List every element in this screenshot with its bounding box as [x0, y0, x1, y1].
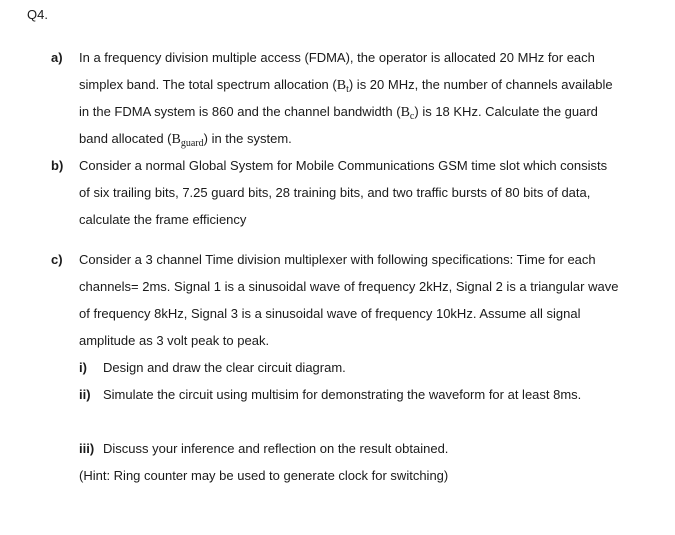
- part-a-label: a): [51, 50, 63, 65]
- part-c-iii-text: Discuss your inference and reflection on the result obtained.: [103, 441, 449, 456]
- part-b-line-1: Consider a normal Global System for Mobile Communications GSM time slot which consists: [79, 158, 608, 173]
- part-b-line-3: calculate the frame efficiency: [79, 212, 247, 227]
- part-c-line-3: of frequency 8kHz, Signal 3 is a sinusoidal wave of frequency 10kHz. Assume all signal: [79, 306, 581, 321]
- part-c-i-text: Design and draw the clear circuit diagram.: [103, 360, 346, 375]
- part-a-line-1: In a frequency division multiple access (FDMA), the operator is allocated 20 MHz for each: [79, 50, 595, 65]
- question-number: Q4.: [27, 7, 48, 22]
- part-a-line-2: simplex band. The total spectrum allocation $(B_t)$ is 20 MHz, the number of channels available: [79, 77, 613, 95]
- part-b-line-2: of six trailing bits, 7.25 guard bits, 28 training bits, and two traffic bursts of 80 bits of data,: [79, 185, 591, 200]
- part-a-line-3: in the FDMA system is 860 and the channel bandwidth $(B_c)$ is 18 KHz. Calculate the guard: [79, 104, 598, 122]
- part-c-ii-text: Simulate the circuit using multisim for demonstrating the waveform for at least 8ms.: [103, 387, 582, 402]
- part-c-iii-label: iii): [79, 441, 95, 456]
- part-c-line-1: Consider a 3 channel Time division multiplexer with following specifications: Time for each: [79, 252, 596, 267]
- part-c-line-4: amplitude as 3 volt peak to peak.: [79, 333, 270, 348]
- part-c-label: c): [51, 252, 63, 267]
- part-c-ii-label: ii): [79, 387, 91, 402]
- hint-text: (Hint: Ring counter may be used to generate clock for switching): [79, 468, 449, 483]
- part-a-line-4: band allocated $(B_{guard})$ in the system.: [79, 131, 292, 149]
- part-b-label: b): [51, 158, 64, 173]
- part-c-line-2: channels= 2ms. Signal 1 is a sinusoidal wave of frequency 2kHz, Signal 2 is a triangular wave: [79, 279, 619, 294]
- part-c-i-label: i): [79, 360, 87, 375]
